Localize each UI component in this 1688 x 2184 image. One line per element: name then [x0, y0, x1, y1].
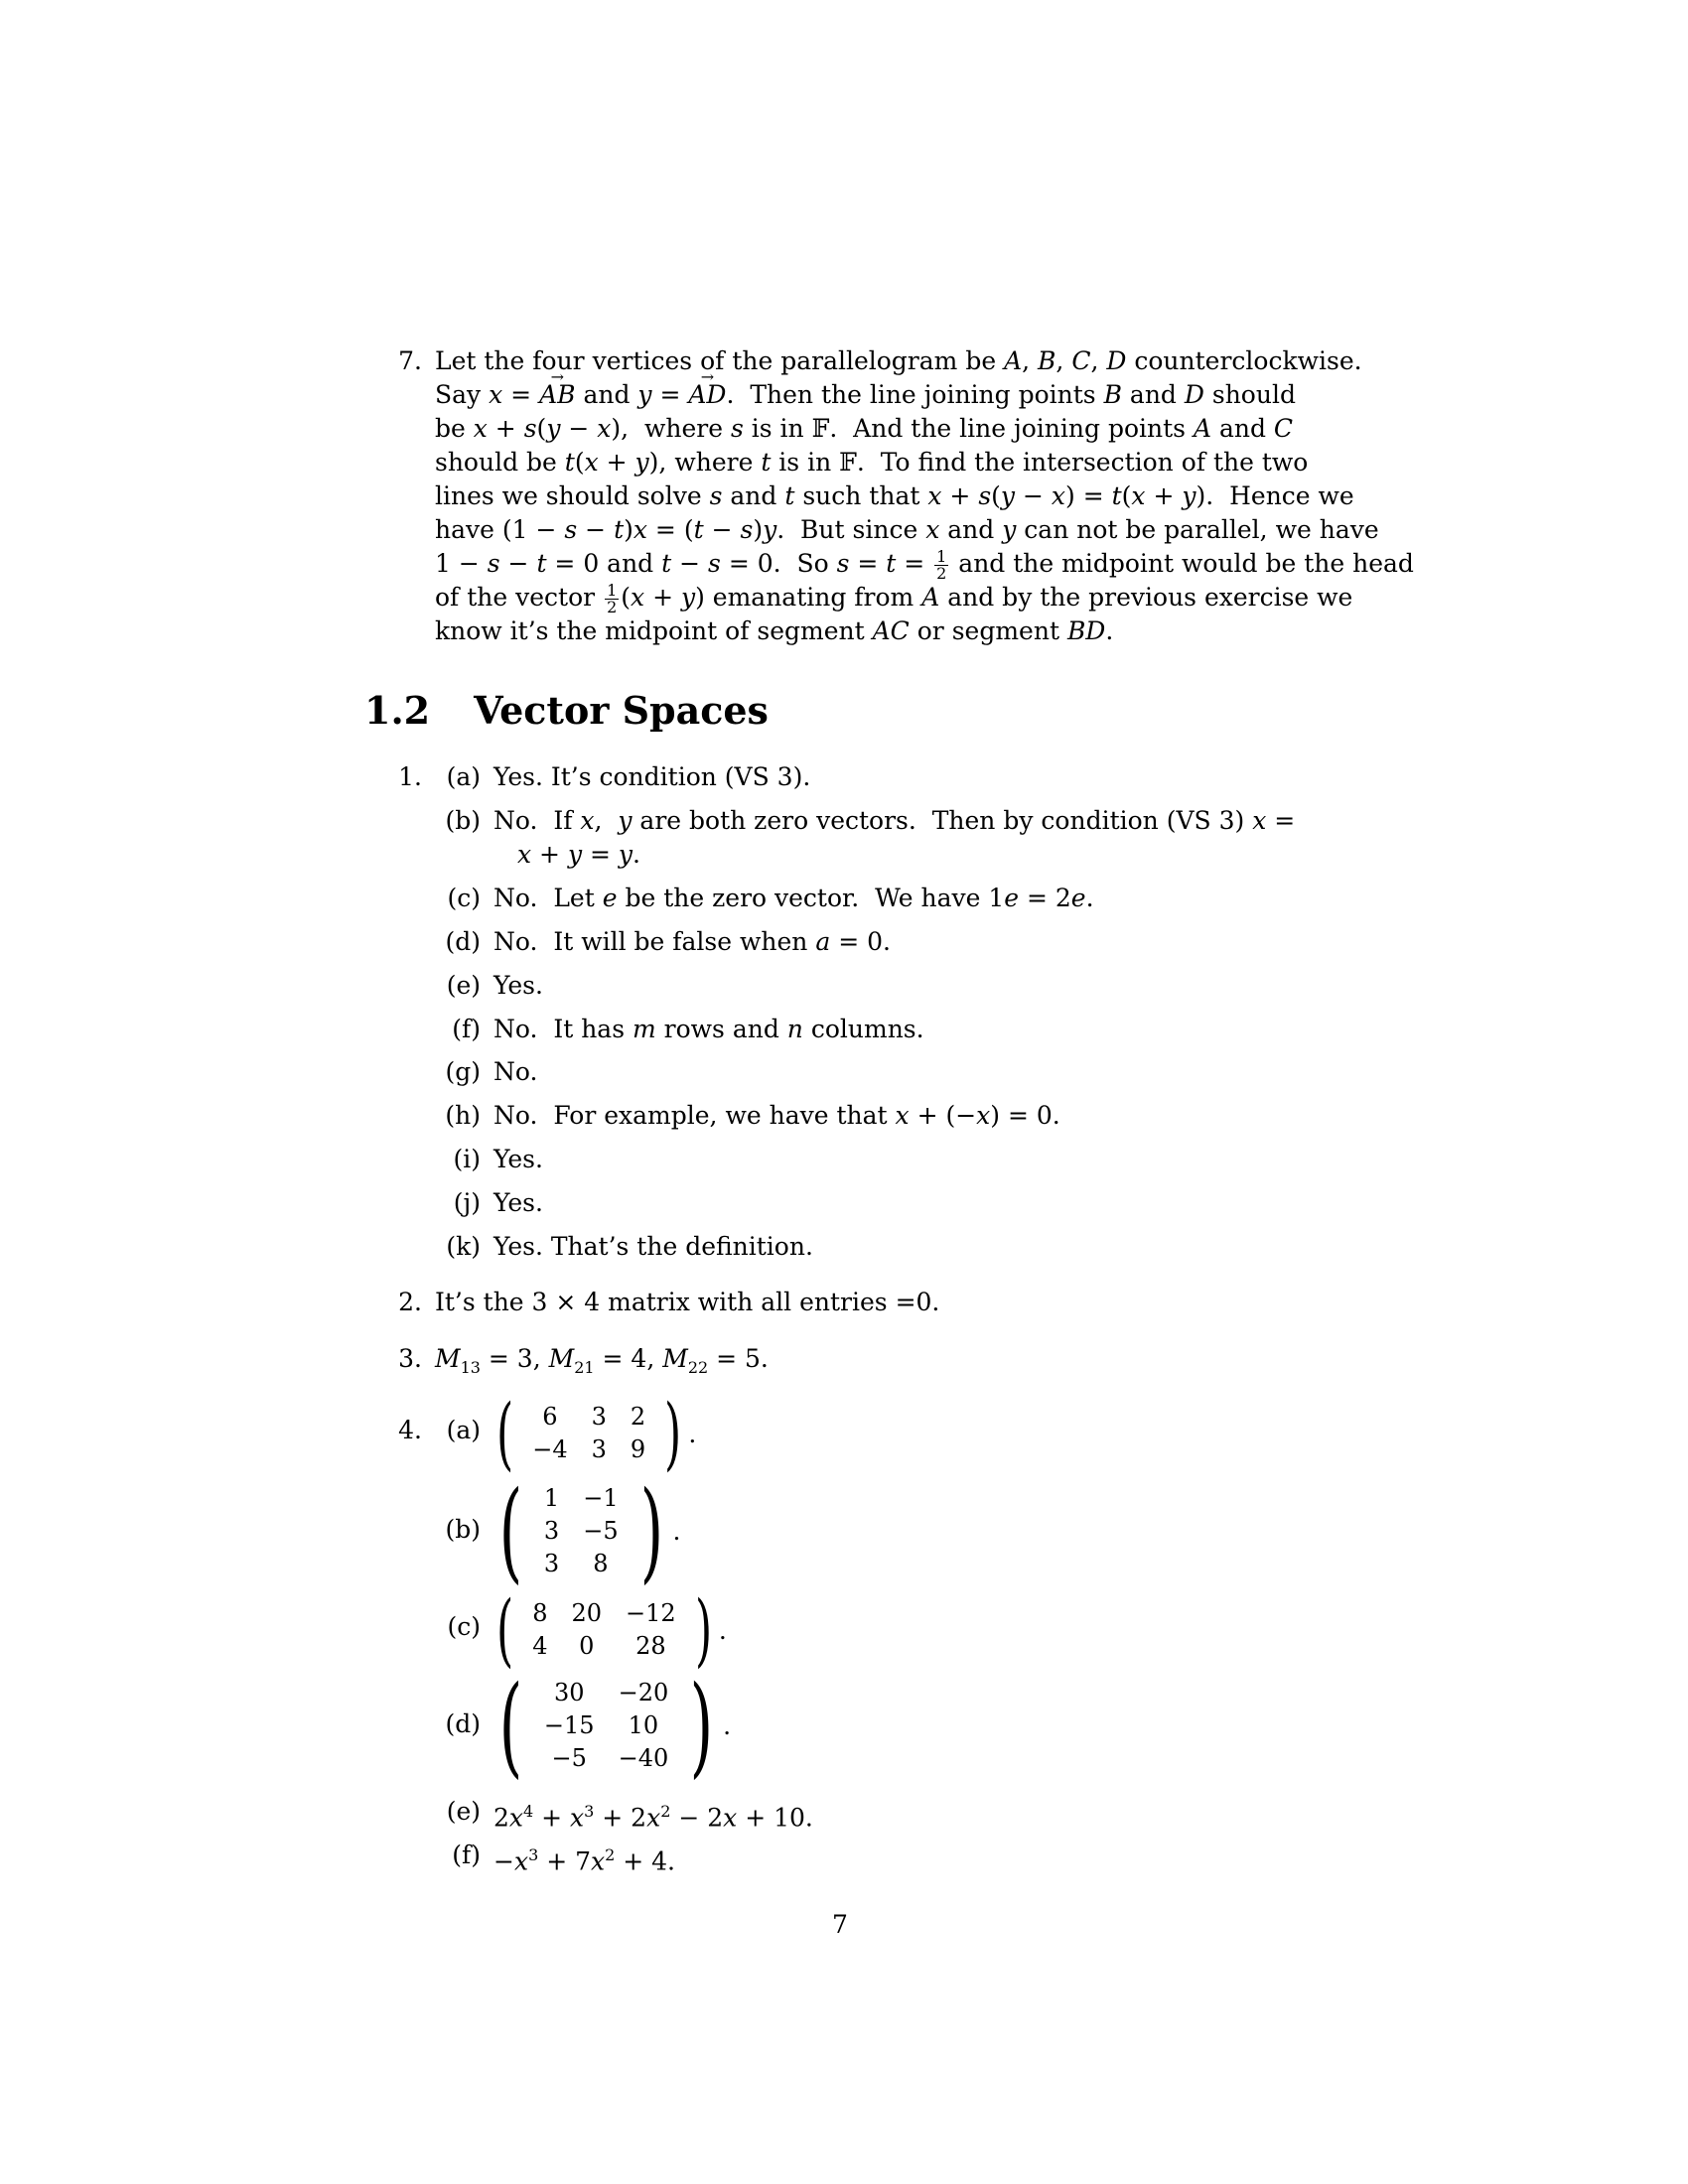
problem-7-line-4: should be t(x + y), where t is in 𝔽. To find the intersection of the two — [435, 448, 1309, 477]
item-text: No. For example, we have that x + (−x) = 0. — [493, 1101, 1060, 1130]
exercise-3-text: $M_{13} = 3$, $M_{21} = 4$, $M_{22} = 5$. — [435, 1344, 769, 1377]
problem-7-line-8: of the vector $\frac{1}{2}$ (x + y) emanating from A and by the previous exercise we — [435, 581, 1353, 616]
item-text: Yes. — [493, 1145, 543, 1173]
problem-7-line-7: 1 − s − t = 0 and t − s = 0. So s = t = $\frac{1}{2}$ and the midpoint would be the head — [435, 547, 1414, 583]
section-heading — [364, 688, 769, 733]
fraction-one-half: $\frac{1}{2}$ — [607, 581, 618, 616]
problem-7-line-2: Say x = → AB and y = → AD. Then the line joining points B and D should — [435, 378, 1296, 412]
section-number: 1.2 — [364, 688, 431, 733]
item-text: Yes. — [493, 971, 543, 1000]
item-text: Yes. — [493, 1188, 543, 1217]
item-label: (e) — [446, 971, 481, 1000]
item-label: (g) — [445, 1057, 481, 1086]
poly-label: (e) — [446, 1797, 481, 1826]
page-number: 7 — [832, 1910, 848, 1939]
item-text: No. It has m rows and n columns. — [493, 1015, 924, 1043]
problem-7-line-9: know it’s the midpoint of segment AC or segment BD. — [435, 616, 1114, 645]
item-label: (b) — [445, 806, 481, 835]
item-label: (j) — [453, 1188, 481, 1217]
problem-7-line-1: Let the four vertices of the parallelogram be A, B, C, D counterclockwise. — [435, 346, 1362, 375]
matrix-label: (c) — [447, 1612, 481, 1641]
matrix-d: ( 30 −20 −15 10 −5 −40 ) . — [498, 1662, 732, 1789]
item-text: Yes. It’s condition (VS 3). — [493, 762, 811, 791]
poly-f-text: $-x^3 + 7x^2 + 4$. — [493, 1845, 675, 1876]
exercise-2-text: It’s the 3 × 4 matrix with all entries =0. — [435, 1288, 940, 1316]
matrix-a: ( 6 3 2 −4 3 9 ) . — [496, 1387, 697, 1479]
item-text: Yes. That’s the definition. — [493, 1232, 813, 1261]
item-label: (d) — [445, 927, 481, 956]
problem-7-line-3: be x + s(y − x), where s is in 𝔽. And the line joining points A and C — [435, 414, 1294, 443]
exercise-3-number: 3. — [398, 1344, 422, 1373]
matrix-label: (d) — [445, 1709, 481, 1738]
item-label: (a) — [446, 762, 481, 791]
section-title: Vector Spaces — [474, 688, 769, 733]
item-label: (k) — [446, 1232, 481, 1261]
item-label: (c) — [447, 884, 481, 912]
matrix-b: ( 1 −1 3 −5 3 8 ) . — [498, 1467, 681, 1594]
fraction-one-half: $\frac{1}{2}$ — [936, 547, 947, 583]
item-label: (i) — [453, 1145, 481, 1173]
item-label: (h) — [445, 1101, 481, 1130]
problem-7-line-6: have (1 − s − t)x = (t − s)y. But since x and y can not be parallel, we have — [435, 515, 1379, 544]
item-text: No. Let e be the zero vector. We have 1e = 2e. — [493, 884, 1094, 912]
problem-7-number: 7. — [398, 346, 422, 375]
matrix-c: ( 8 20 −12 4 0 28 ) . — [496, 1583, 727, 1676]
exercise-4-number: 4. — [398, 1416, 422, 1444]
poly-e-text: $2x^4 + x^3 + 2x^2 - 2x + 10$. — [493, 1802, 813, 1833]
item-label: (f) — [452, 1015, 481, 1043]
problem-7-line-5: lines we should solve s and t such that x + s(y − x) = t(x + y). Hence we — [435, 481, 1354, 510]
item-text: No. — [493, 1057, 538, 1086]
exercise-2-number: 2. — [398, 1288, 422, 1316]
matrix-label: (b) — [445, 1515, 481, 1544]
item-text: No. It will be false when a = 0. — [493, 927, 891, 956]
matrix-label: (a) — [446, 1416, 481, 1444]
item-text-continued: x + y = y. — [517, 840, 640, 869]
exercise-1-number: 1. — [398, 762, 422, 791]
poly-label: (f) — [452, 1841, 481, 1869]
item-text: No. If x, y are both zero vectors. Then by condition (VS 3) x = — [493, 806, 1296, 835]
